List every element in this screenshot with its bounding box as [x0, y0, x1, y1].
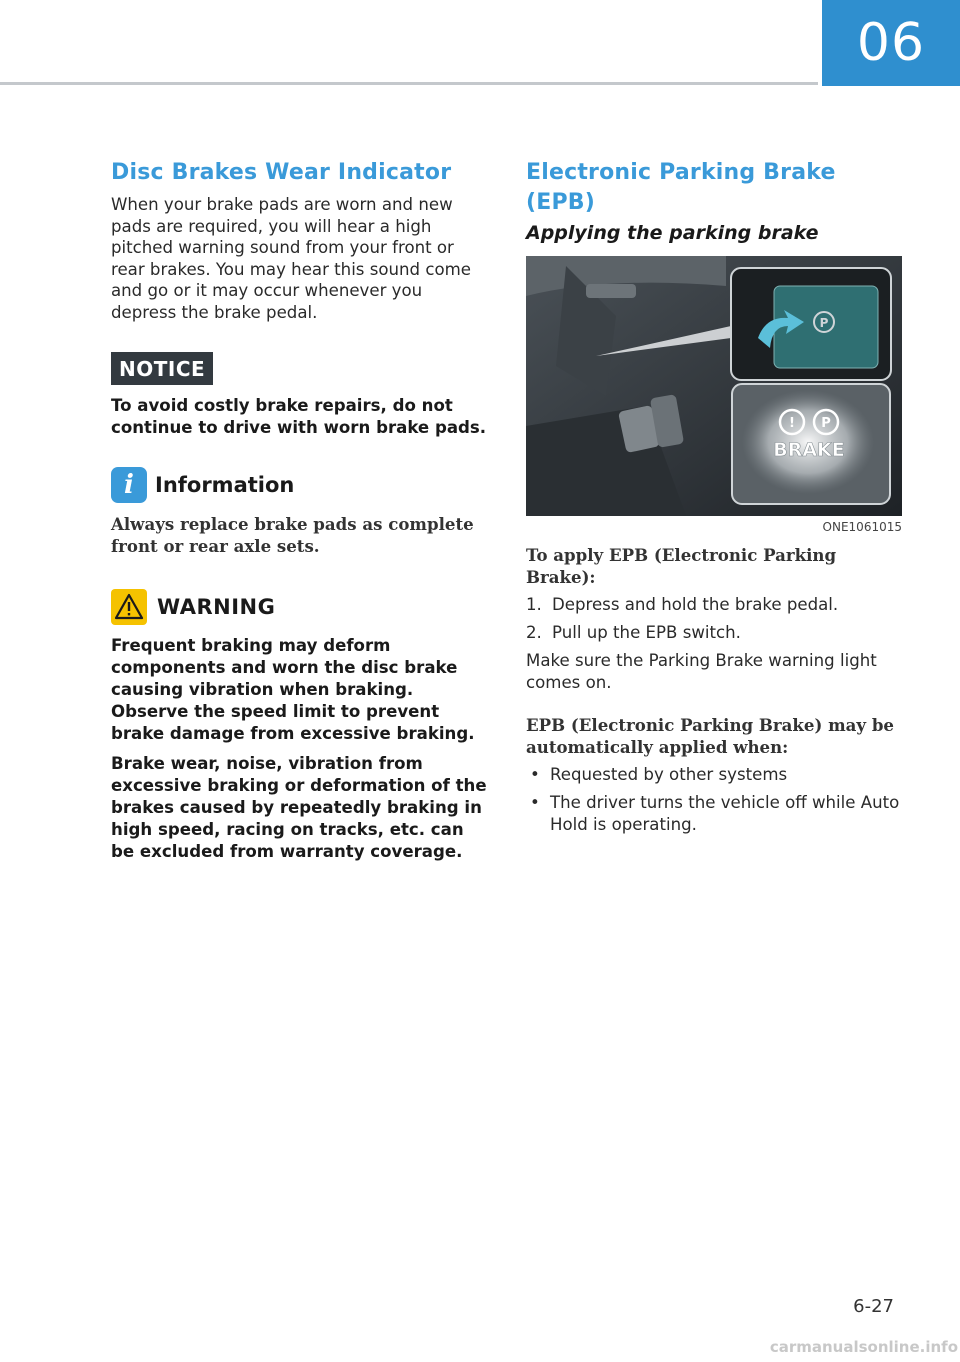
warning-title: WARNING — [157, 594, 276, 619]
section-title-epb: Electronic Parking Brake (EPB) — [526, 160, 836, 215]
warning-paragraph: Frequent braking may deform components and worn the disc brake causing vibration when braking. Observe the speed limit to prevent brake damage from excessive braking. — [111, 635, 475, 743]
bullet-text: Requested by other systems — [550, 765, 788, 784]
right-column — [526, 158, 906, 836]
indicator-p-symbol: P — [821, 416, 831, 431]
information-title: Information — [155, 472, 295, 497]
auto-apply-lead: EPB (Electronic Parking Brake) may be automatically applied when: — [526, 715, 894, 757]
warning-triangle-icon — [111, 589, 147, 625]
list-item — [526, 594, 906, 616]
step-number: 2. — [526, 623, 542, 642]
left-column — [111, 158, 489, 863]
switch-p-symbol: P — [819, 316, 829, 330]
brake-indicator-label: BRAKE — [773, 439, 845, 461]
step-text: Pull up the EPB switch. — [552, 623, 741, 642]
bullet-icon: • — [530, 793, 540, 812]
epb-illustration — [526, 256, 902, 516]
list-item — [526, 792, 906, 836]
subtitle-applying: Applying the parking brake — [526, 222, 819, 244]
notice-label: NOTICE — [111, 352, 213, 385]
notice-text: To avoid costly brake repairs, do not continue to drive with worn brake pads. — [111, 395, 487, 437]
watermark: carmanualsonline.info — [769, 1338, 958, 1356]
disc-brakes-intro: When your brake pads are worn and new pads are required, you will hear a high pitched warning sound from your front or rear brakes. You may hear this sound come and go or it may occur whenever you depress the brake pedal. — [111, 195, 472, 322]
information-icon: i — [111, 467, 147, 503]
chapter-tab: 06 — [822, 0, 960, 86]
svg-text:!: ! — [789, 416, 795, 431]
step-text: Depress and hold the brake pedal. — [552, 595, 839, 614]
figure-caption: ONE1061015 — [822, 520, 902, 534]
warning-paragraph: Brake wear, noise, vibration from excessive braking or deformation of the brakes caused by repeatedly braking in high speed, racing on tracks, etc. can be excluded from warranty coverage. — [111, 753, 487, 861]
step-number: 1. — [526, 595, 542, 614]
bullet-icon: • — [530, 765, 540, 784]
page-number: 6-27 — [853, 1296, 894, 1317]
section-title-disc-brakes: Disc Brakes Wear Indicator — [111, 160, 452, 185]
list-item — [526, 764, 906, 786]
bullet-text: The driver turns the vehicle off while Auto Hold is operating. — [550, 793, 900, 834]
apply-epb-lead: To apply EPB (Electronic Parking Brake): — [526, 545, 837, 587]
information-header — [111, 465, 489, 505]
list-item — [526, 622, 906, 644]
information-text: Always replace brake pads as complete front or rear axle sets. — [111, 513, 474, 556]
header-rule — [0, 82, 818, 85]
warning-header — [111, 587, 489, 627]
confirm-text: Make sure the Parking Brake warning light comes on. — [526, 651, 877, 692]
